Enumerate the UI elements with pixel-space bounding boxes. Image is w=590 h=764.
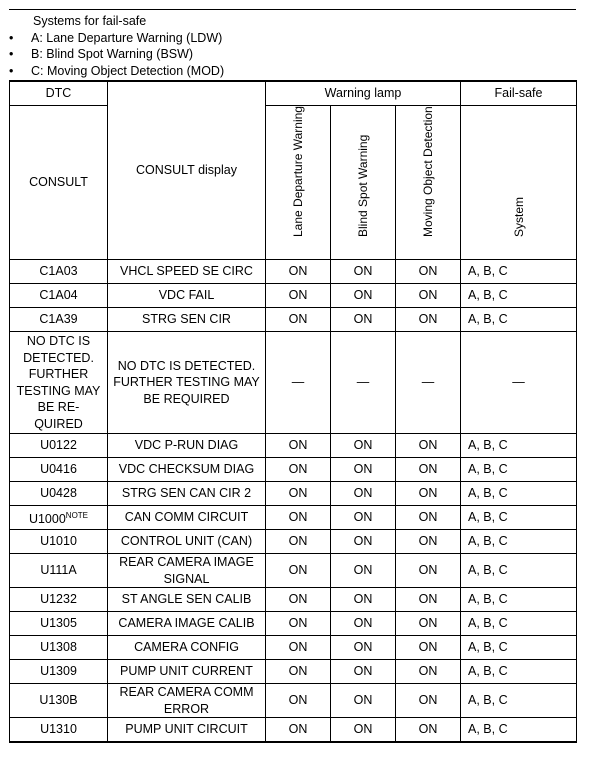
fail-safe-systems-intro: [9, 10, 576, 79]
system-cell: [461, 260, 577, 284]
ldw-lamp-text: ON: [288, 592, 308, 607]
header-system-cell: [461, 106, 577, 260]
system-cell: [461, 660, 577, 684]
consult-display-cell: [108, 332, 266, 434]
mod-lamp-text: ON: [418, 664, 438, 679]
system-item-b: B: Blind Spot Warning (BSW): [31, 47, 194, 61]
system-cell: [461, 588, 577, 612]
system-text: A, B, C: [468, 264, 508, 279]
bsw-lamp-text: ON: [353, 462, 373, 477]
systems-list: [9, 30, 576, 80]
bsw-lamp-text: ON: [353, 592, 373, 607]
system-cell: [461, 482, 577, 506]
table-row: [10, 482, 577, 506]
consult-display-text: NO DTC IS DETECTED. FURTHER TESTING MAY BE REQUIRED: [113, 358, 260, 406]
dtc-text: C1A04: [39, 288, 78, 303]
header-ldw: Lane Departure Warning: [291, 105, 305, 237]
system-cell: [461, 458, 577, 482]
dtc-cell: [10, 260, 108, 284]
bsw-lamp-cell: [331, 636, 396, 660]
bsw-lamp-cell: [331, 588, 396, 612]
header-fail-safe: Fail-safe: [461, 81, 577, 106]
header-system: System: [511, 196, 526, 237]
mod-lamp-text: ON: [418, 693, 438, 708]
bullet-icon: •: [9, 47, 14, 61]
mod-lamp-cell: [396, 260, 461, 284]
mod-lamp-text: ON: [418, 722, 438, 737]
dtc-cell: [10, 458, 108, 482]
consult-display-text: REAR CAMERA IMAGE SIGNAL: [119, 555, 254, 586]
system-text: A, B, C: [468, 438, 508, 453]
bsw-lamp-cell: [331, 506, 396, 530]
consult-display-text: VDC FAIL: [158, 288, 215, 303]
consult-display-cell: [108, 530, 266, 554]
header-bsw-cell: [331, 106, 396, 260]
ldw-lamp-cell: [266, 506, 331, 530]
ldw-lamp-text: ON: [288, 534, 308, 549]
header-consult: CONSULT: [10, 106, 108, 260]
bsw-lamp-cell: [331, 530, 396, 554]
ldw-lamp-cell: [266, 260, 331, 284]
system-text: A, B, C: [468, 664, 508, 679]
system-cell: [461, 332, 577, 434]
table-row: [10, 332, 577, 434]
dtc-cell: [10, 588, 108, 612]
consult-display-cell: [108, 588, 266, 612]
mod-lamp-text: ON: [418, 486, 438, 501]
dtc-cell: [10, 636, 108, 660]
system-cell: [461, 530, 577, 554]
ldw-lamp-cell: [266, 434, 331, 458]
ldw-lamp-cell: [266, 284, 331, 308]
dtc-cell: [10, 530, 108, 554]
ldw-lamp-cell: [266, 718, 331, 743]
mod-lamp-cell: [396, 612, 461, 636]
table-row: [10, 588, 577, 612]
mod-lamp-text: ON: [418, 563, 438, 578]
dtc-text: C1A39: [39, 312, 78, 327]
bsw-lamp-text: ON: [353, 616, 373, 631]
mod-lamp-cell: [396, 434, 461, 458]
dtc-text: U1309: [40, 664, 77, 679]
table-row: [10, 554, 577, 588]
dtc-text: C1A03: [39, 264, 78, 279]
system-cell: [461, 284, 577, 308]
table-row: [10, 434, 577, 458]
dtc-text: U0416: [40, 462, 77, 477]
mod-lamp-cell: [396, 506, 461, 530]
bullet-icon: •: [9, 30, 14, 45]
system-cell: [461, 636, 577, 660]
bsw-lamp-text: ON: [353, 438, 373, 453]
dtc-cell: [10, 612, 108, 636]
consult-display-text: PUMP UNIT CIRCUIT: [125, 722, 248, 737]
consult-display-cell: [108, 482, 266, 506]
bsw-lamp-cell: [331, 284, 396, 308]
dtc-text: U1305: [40, 616, 77, 631]
dtc-text: U1010: [40, 534, 77, 549]
ldw-lamp-text: ON: [288, 722, 308, 737]
consult-display-cell: [108, 506, 266, 530]
system-text: A, B, C: [468, 563, 508, 578]
ldw-lamp-text: ON: [288, 438, 308, 453]
system-cell: [461, 434, 577, 458]
intro-heading: Systems for fail-safe: [33, 14, 147, 28]
bsw-lamp-cell: [331, 554, 396, 588]
consult-display-text: STRG SEN CIR: [142, 312, 231, 327]
table-row: [10, 260, 577, 284]
bsw-lamp-cell: [331, 308, 396, 332]
ldw-lamp-text: ON: [288, 664, 308, 679]
ldw-lamp-cell: [266, 636, 331, 660]
table-row: [10, 684, 577, 718]
bsw-lamp-text: ON: [353, 640, 373, 655]
ldw-lamp-cell: [266, 530, 331, 554]
ldw-lamp-cell: [266, 588, 331, 612]
dtc-text: NO DTC IS DETECTED. FURTHER TESTING MAY BE RE- QUIRED: [16, 334, 101, 431]
ldw-lamp-text: ON: [288, 563, 308, 578]
header-ldw-cell: [266, 106, 331, 260]
ldw-lamp-text: ON: [288, 616, 308, 631]
system-item-c: C: Moving Object Detection (MOD): [31, 63, 225, 78]
bsw-lamp-text: —: [356, 375, 370, 390]
mod-lamp-cell: [396, 482, 461, 506]
dtc-text: U1000: [28, 511, 66, 526]
system-text: A, B, C: [468, 510, 508, 525]
dtc-note-marker: NOTE: [65, 510, 89, 520]
consult-display-cell: [108, 458, 266, 482]
dtc-cell: [10, 332, 108, 434]
consult-display-text: ST ANGLE SEN CALIB: [121, 592, 252, 607]
consult-display-cell: [108, 434, 266, 458]
header-warning-lamp: Warning lamp: [266, 81, 461, 106]
dtc-text: U1308: [40, 640, 77, 655]
mod-lamp-cell: [396, 588, 461, 612]
mod-lamp-text: ON: [418, 616, 438, 631]
ldw-lamp-cell: [266, 660, 331, 684]
system-text: A, B, C: [468, 486, 508, 501]
dtc-text: U130B: [39, 693, 78, 708]
mod-lamp-text: ON: [418, 462, 438, 477]
bullet-icon: •: [9, 63, 14, 78]
consult-display-text: CAMERA CONFIG: [134, 640, 239, 655]
mod-lamp-cell: [396, 684, 461, 718]
system-cell: [461, 506, 577, 530]
bsw-lamp-cell: [331, 458, 396, 482]
system-text: A, B, C: [468, 616, 508, 631]
dtc-cell: [10, 554, 108, 588]
consult-display-text: REAR CAMERA COMM ERROR: [119, 685, 254, 716]
mod-lamp-text: ON: [418, 534, 438, 549]
system-cell: [461, 684, 577, 718]
list-item: [9, 46, 576, 63]
consult-display-cell: [108, 718, 266, 743]
system-text: —: [512, 375, 525, 390]
bsw-lamp-cell: [331, 660, 396, 684]
bsw-lamp-text: ON: [353, 693, 373, 708]
table-row: [10, 612, 577, 636]
mod-lamp-cell: [396, 284, 461, 308]
bsw-lamp-text: ON: [353, 288, 373, 303]
system-cell: [461, 554, 577, 588]
consult-display-text: PUMP UNIT CURRENT: [120, 664, 253, 679]
ldw-lamp-cell: [266, 684, 331, 718]
ldw-lamp-cell: [266, 482, 331, 506]
consult-display-cell: [108, 308, 266, 332]
ldw-lamp-text: ON: [288, 486, 308, 501]
dtc-text: U1310: [40, 722, 77, 737]
header-bsw: Blind Spot Warning: [356, 134, 370, 237]
system-cell: [461, 308, 577, 332]
mod-lamp-text: ON: [418, 592, 438, 607]
mod-lamp-cell: [396, 458, 461, 482]
mod-lamp-text: ON: [418, 312, 438, 327]
bsw-lamp-text: ON: [353, 510, 373, 525]
ldw-lamp-text: ON: [288, 640, 308, 655]
header-mod-cell: [396, 106, 461, 260]
mod-lamp-cell: [396, 308, 461, 332]
table-row: [10, 660, 577, 684]
table-row: [10, 284, 577, 308]
bsw-lamp-text: ON: [353, 664, 373, 679]
consult-display-cell: [108, 260, 266, 284]
mod-lamp-text: ON: [418, 264, 438, 279]
bsw-lamp-cell: [331, 434, 396, 458]
ldw-lamp-cell: [266, 332, 331, 434]
bsw-lamp-text: ON: [353, 563, 373, 578]
table-row: [10, 636, 577, 660]
bsw-lamp-cell: [331, 718, 396, 743]
system-text: A, B, C: [468, 722, 508, 737]
system-text: A, B, C: [468, 288, 508, 303]
system-cell: [461, 718, 577, 743]
dtc-cell: [10, 684, 108, 718]
consult-display-text: CAN COMM CIRCUIT: [124, 510, 249, 525]
ldw-lamp-text: ON: [288, 288, 308, 303]
dtc-cell: [10, 482, 108, 506]
consult-display-cell: [108, 284, 266, 308]
mod-lamp-cell: [396, 554, 461, 588]
bsw-lamp-text: ON: [353, 264, 373, 279]
ldw-lamp-cell: [266, 308, 331, 332]
system-text: A, B, C: [468, 592, 508, 607]
header-mod: Moving Object Detection: [421, 105, 435, 237]
consult-display-text: STRG SEN CAN CIR 2: [121, 486, 252, 501]
bsw-lamp-cell: [331, 612, 396, 636]
consult-display-text: VDC P-RUN DIAG: [134, 438, 239, 453]
mod-lamp-cell: [396, 718, 461, 743]
bsw-lamp-text: ON: [353, 486, 373, 501]
bsw-lamp-cell: [331, 684, 396, 718]
table-row: [10, 308, 577, 332]
header-dtc: DTC: [10, 81, 108, 106]
ldw-lamp-cell: [266, 458, 331, 482]
document-page: [9, 9, 576, 743]
mod-lamp-cell: [396, 636, 461, 660]
consult-display-cell: [108, 684, 266, 718]
consult-display-text: VDC CHECKSUM DIAG: [118, 462, 255, 477]
system-cell: [461, 612, 577, 636]
dtc-text: U1232: [40, 592, 77, 607]
ldw-lamp-text: ON: [288, 462, 308, 477]
list-item: [9, 63, 576, 80]
consult-display-text: CAMERA IMAGE CALIB: [118, 616, 255, 631]
ldw-lamp-text: ON: [288, 510, 308, 525]
ldw-lamp-text: ON: [288, 693, 308, 708]
bsw-lamp-cell: [331, 482, 396, 506]
consult-display-cell: [108, 612, 266, 636]
bsw-lamp-text: ON: [353, 534, 373, 549]
table-row: [10, 718, 577, 743]
system-text: A, B, C: [468, 640, 508, 655]
system-text: A, B, C: [468, 462, 508, 477]
ldw-lamp-text: ON: [288, 312, 308, 327]
mod-lamp-text: ON: [418, 288, 438, 303]
list-item: [9, 30, 576, 47]
header-consult-display: CONSULT display: [108, 81, 266, 260]
table-row: [10, 530, 577, 554]
table-row: [10, 458, 577, 482]
system-text: A, B, C: [468, 312, 508, 327]
mod-lamp-cell: [396, 530, 461, 554]
ldw-lamp-cell: [266, 612, 331, 636]
dtc-table: [9, 80, 577, 743]
dtc-table-body: [10, 260, 577, 743]
mod-lamp-cell: [396, 660, 461, 684]
consult-display-text: VHCL SPEED SE CIRC: [120, 264, 253, 279]
system-text: A, B, C: [468, 693, 508, 708]
system-text: A, B, C: [468, 534, 508, 549]
dtc-cell: [10, 718, 108, 743]
ldw-lamp-text: ON: [288, 264, 308, 279]
bsw-lamp-cell: [331, 332, 396, 434]
system-item-a: A: Lane Departure Warning (LDW): [31, 30, 223, 45]
dtc-cell: [10, 506, 108, 530]
consult-display-cell: [108, 636, 266, 660]
table-row: [10, 506, 577, 530]
mod-lamp-text: —: [421, 375, 435, 390]
dtc-cell: [10, 308, 108, 332]
mod-lamp-text: ON: [418, 438, 438, 453]
dtc-text: U0122: [40, 438, 77, 453]
bsw-lamp-text: ON: [353, 722, 373, 737]
dtc-text: U0428: [40, 486, 77, 501]
consult-display-text: CONTROL UNIT (CAN): [120, 534, 253, 549]
dtc-cell: [10, 434, 108, 458]
mod-lamp-cell: [396, 332, 461, 434]
bsw-lamp-text: ON: [353, 312, 373, 327]
dtc-cell: [10, 660, 108, 684]
consult-display-cell: [108, 660, 266, 684]
dtc-text: U111A: [40, 563, 77, 578]
ldw-lamp-text: —: [291, 375, 305, 390]
bsw-lamp-cell: [331, 260, 396, 284]
dtc-cell: [10, 284, 108, 308]
ldw-lamp-cell: [266, 554, 331, 588]
mod-lamp-text: ON: [418, 510, 438, 525]
consult-display-cell: [108, 554, 266, 588]
mod-lamp-text: ON: [418, 640, 438, 655]
